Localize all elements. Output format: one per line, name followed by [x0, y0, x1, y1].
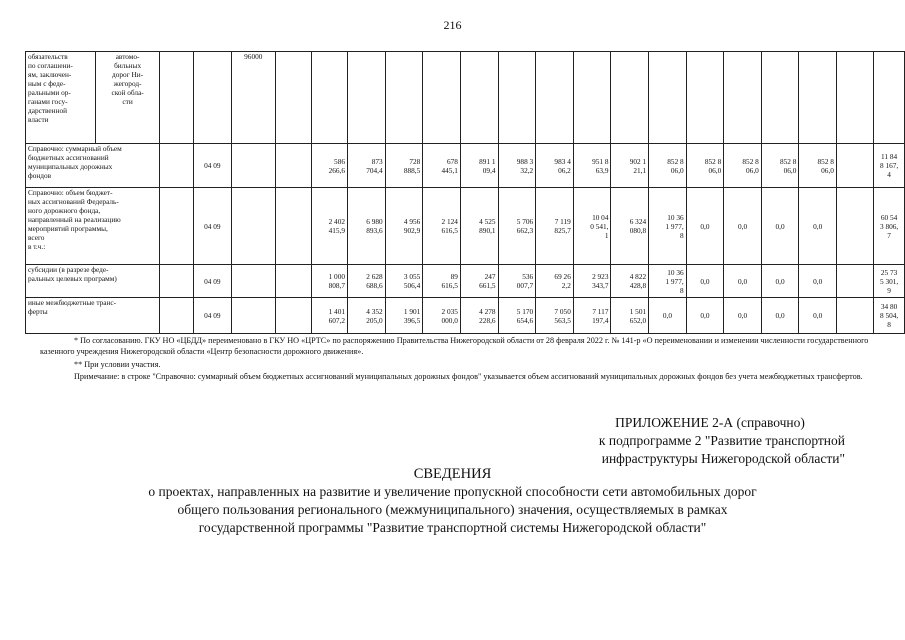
cell-value: 4 956 902,9	[385, 188, 423, 265]
cell-value: 3 055 506,4	[385, 265, 423, 298]
cell-value: 852 8 06,0	[686, 144, 724, 188]
footnote-note: Примечание: в строке "Справочно: суммарный объем бюджетных ассигнований муниципальных дорожных фондов" указывается объем ассигнований муниципальных дорожных фондов без учета межбюджетных трансфертов.	[74, 372, 863, 381]
cell-value: 1 401 607,2	[312, 298, 348, 334]
cell-value: 10 04 0 541, 1	[573, 188, 611, 265]
cell-value: 11 84 8 167, 4	[874, 144, 905, 188]
cell-value: 4 822 428,8	[611, 265, 649, 298]
page-number: 216	[443, 18, 462, 32]
table-row	[26, 265, 905, 298]
cell-value: 1 501 652,0	[611, 298, 649, 334]
cell-value	[836, 188, 873, 265]
row-label: иные межбюджетные транс- ферты	[26, 298, 160, 334]
cell-value: 0,0	[686, 188, 724, 265]
cell-value	[836, 144, 873, 188]
table-row	[26, 144, 905, 188]
cell-value: 0,0	[799, 265, 837, 298]
cell-value	[836, 298, 873, 334]
footnote-1: * По согласованию. ГКУ НО «ЦБДД» переименовано в ГКУ НО «ЦРТС» по распоряжению Правительства Нижегородской области от 28 февраля 2022 г. № 141-р «О переименовании и изменении численности государственного казенного учреждения Нижегородской области «Центр безопасности дорожного движения».	[40, 336, 869, 356]
cell-value: 728 888,5	[385, 144, 423, 188]
row-label: обязательств по соглашени- ям, заключен- ным с феде- ральными ор- ганами госу- дарственной власти	[26, 52, 96, 144]
cell-value: 5 170 654,6	[498, 298, 536, 334]
cell-value: 34 80 8 504, 8	[874, 298, 905, 334]
cell-value: 0,0	[799, 298, 837, 334]
cell-value: 586 266,6	[312, 144, 348, 188]
budget-code: 04 09	[194, 144, 231, 188]
cell-value: 10 36 1 977, 8	[649, 265, 687, 298]
cell-value: 2 035 000,0	[423, 298, 461, 334]
cell-value: 4 525 890,1	[460, 188, 498, 265]
cell-value: 5 706 662,3	[498, 188, 536, 265]
cell-value: 0,0	[724, 298, 762, 334]
cell-value: 2 124 616,5	[423, 188, 461, 265]
cell-value: 60 54 3 806, 7	[874, 188, 905, 265]
cell-value: 7 119 825,7	[536, 188, 574, 265]
cell-value: 6 980 893,6	[348, 188, 386, 265]
cell-value: 2 402 415,9	[312, 188, 348, 265]
row-value: 96000	[231, 52, 276, 144]
table-row	[26, 188, 905, 265]
cell-value: 0,0	[649, 298, 687, 334]
cell-value: 988 3 32,2	[498, 144, 536, 188]
cell-value: 69 26 2,2	[536, 265, 574, 298]
appendix-line-3: инфраструктуры Нижегородской области"	[601, 451, 845, 466]
cell-value: 536 007,7	[498, 265, 536, 298]
cell-value: 852 8 06,0	[724, 144, 762, 188]
cell-value: 873 704,4	[348, 144, 386, 188]
cell-value: 25 73 5 301, 9	[874, 265, 905, 298]
cell-value: 89 616,5	[423, 265, 461, 298]
cell-value: 902 1 21,1	[611, 144, 649, 188]
cell-value	[836, 265, 873, 298]
budget-code: 04 09	[194, 188, 231, 265]
cell-value: 0,0	[686, 298, 724, 334]
appendix-block	[545, 414, 845, 468]
budget-table	[25, 51, 905, 334]
row-label: Справочно: суммарный объем бюджетных ассигнований муниципальных дорожных фондов	[26, 144, 160, 188]
cell-value: 2 923 343,7	[573, 265, 611, 298]
cell-value: 891 1 09,4	[460, 144, 498, 188]
cell-value: 10 36 1 977, 8	[649, 188, 687, 265]
cell-value: 4 278 228,6	[460, 298, 498, 334]
cell-value: 852 8 06,0	[761, 144, 799, 188]
cell-value: 0,0	[724, 265, 762, 298]
cell-value: 678 445,1	[423, 144, 461, 188]
cell-value: 983 4 06,2	[536, 144, 574, 188]
row-label: субсидии (в разрезе феде- ральных целевых программ)	[26, 265, 160, 298]
cell-value: 6 324 080,8	[611, 188, 649, 265]
heading-title: СВЕДЕНИЯ	[413, 466, 492, 482]
document-heading	[0, 465, 905, 537]
row-label: Справочно: объем бюджет- ных ассигнований Федераль- ного дорожного фонда, направленный на реализацию мероприятий программы, всего в т.ч.:	[26, 188, 160, 265]
cell-value: 7 050 563,5	[536, 298, 574, 334]
table-row	[26, 298, 905, 334]
footnote-2: ** При условии участия.	[74, 360, 161, 369]
cell-value: 0,0	[799, 188, 837, 265]
cell-value: 852 8 06,0	[799, 144, 837, 188]
appendix-line-2: к подпрограмме 2 "Развитие транспортной	[598, 433, 845, 448]
cell-value: 0,0	[761, 188, 799, 265]
appendix-title: ПРИЛОЖЕНИЕ 2-А (справочно)	[615, 415, 805, 430]
cell-value: 951 8 63,9	[573, 144, 611, 188]
cell-value: 852 8 06,0	[649, 144, 687, 188]
cell-value: 0,0	[761, 298, 799, 334]
table-row-continuation	[26, 52, 905, 144]
heading-line-2: общего пользования регионального (межмуниципального) значения, осуществляемых в рамках	[177, 502, 728, 517]
row-sublabel: автомо- бильных дорог Ни- жегород- ской обла- сти	[96, 52, 159, 144]
cell-value: 7 117 197,4	[573, 298, 611, 334]
cell-value: 0,0	[761, 265, 799, 298]
budget-code: 04 09	[194, 265, 231, 298]
cell-value: 0,0	[686, 265, 724, 298]
heading-line-1: о проектах, направленных на развитие и увеличение пропускной способности сети автомобильных дорог	[148, 484, 757, 499]
cell-value: 2 628 688,6	[348, 265, 386, 298]
heading-line-3: государственной программы "Развитие транспортной системы Нижегородской области"	[198, 520, 707, 535]
budget-code: 04 09	[194, 298, 231, 334]
cell-value: 1 901 396,5	[385, 298, 423, 334]
cell-value: 1 000 808,7	[312, 265, 348, 298]
cell-value: 247 661,5	[460, 265, 498, 298]
cell-value: 4 352 205,0	[348, 298, 386, 334]
cell-value: 0,0	[724, 188, 762, 265]
